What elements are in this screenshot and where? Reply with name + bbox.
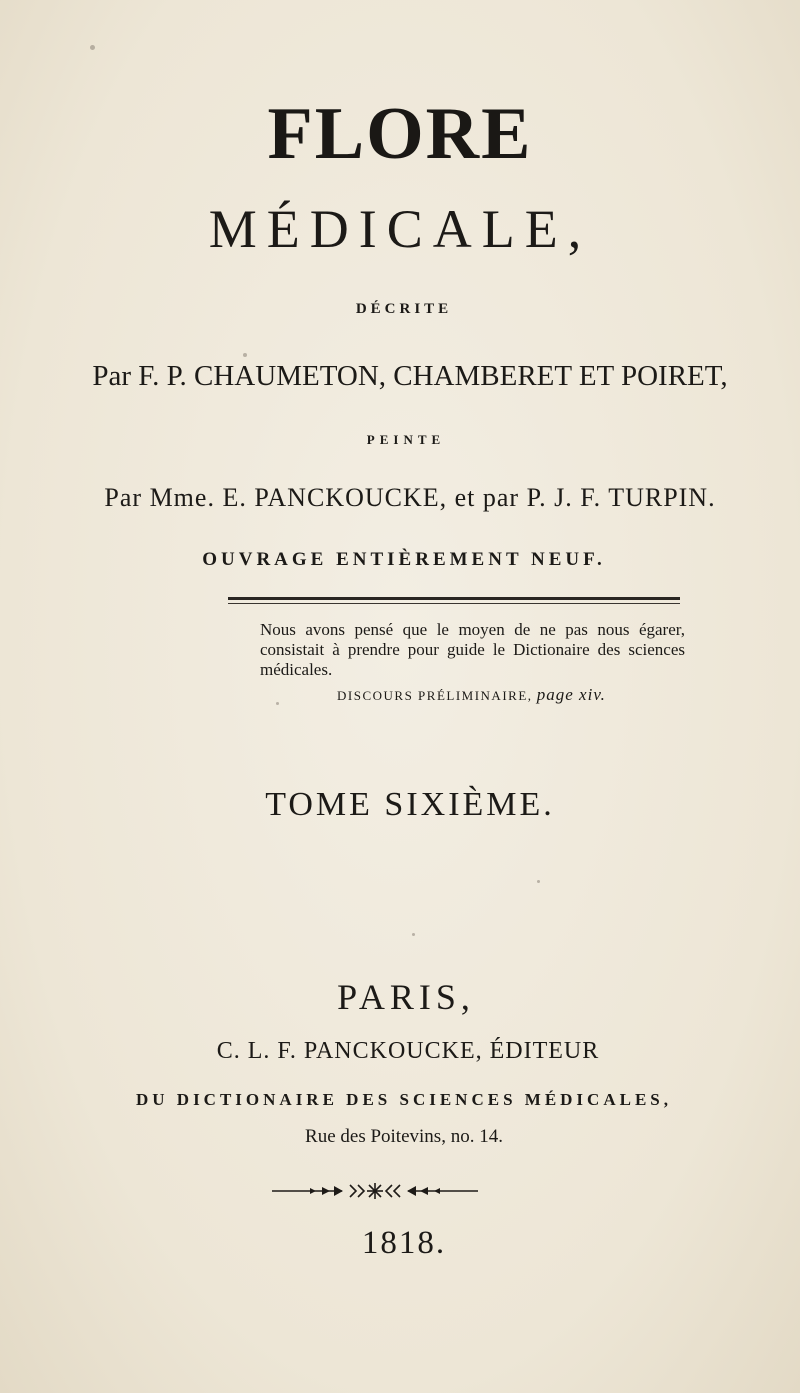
double-rule-divider — [228, 597, 680, 600]
imprint-city: PARIS, — [337, 977, 475, 1017]
paper-speck — [90, 45, 95, 50]
imprint-address: Rue des Poitevins, no. 14. — [305, 1126, 503, 1147]
paper-speck — [276, 702, 279, 705]
authors-line: Par F. P. CHAUMETON, CHAMBERET ET POIRET, — [92, 360, 728, 392]
tome-line: TOME SIXIÈME. — [265, 786, 555, 823]
peinte-label: PEINTE — [366, 432, 446, 447]
painters-line: Par Mme. E. PANCKOUCKE, et par P. J. F. TURPIN. — [104, 483, 716, 512]
imprint-publisher: C. L. F. PANCKOUCKE, ÉDITEUR — [216, 1038, 600, 1064]
paper-speck — [537, 880, 540, 883]
printer-ornament-icon — [270, 1180, 480, 1202]
title-flore: FLORE — [267, 93, 533, 175]
imprint-dictionary: DU DICTIONAIRE DES SCIENCES MÉDICALES, — [135, 1090, 672, 1109]
epigraph-source — [337, 685, 606, 705]
paper-speck — [412, 933, 415, 936]
epigraph-page-ref: page xiv. — [536, 685, 606, 704]
decrite-label: DÉCRITE — [355, 301, 453, 317]
paper-speck — [243, 353, 247, 357]
epigraph-source-label: DISCOURS PRÉLIMINAIRE, — [337, 688, 533, 703]
ouvrage-line: OUVRAGE ENTIÈREMENT NEUF. — [202, 549, 606, 570]
epigraph-text: Nous avons pensé que le moyen de ne pas nous égarer, consistait à prendre pour guide le Dictionaire des sciences médicales. — [260, 620, 685, 679]
imprint-year: 1818. — [361, 1225, 447, 1261]
title-medicale: MÉDICALE, — [208, 199, 592, 259]
